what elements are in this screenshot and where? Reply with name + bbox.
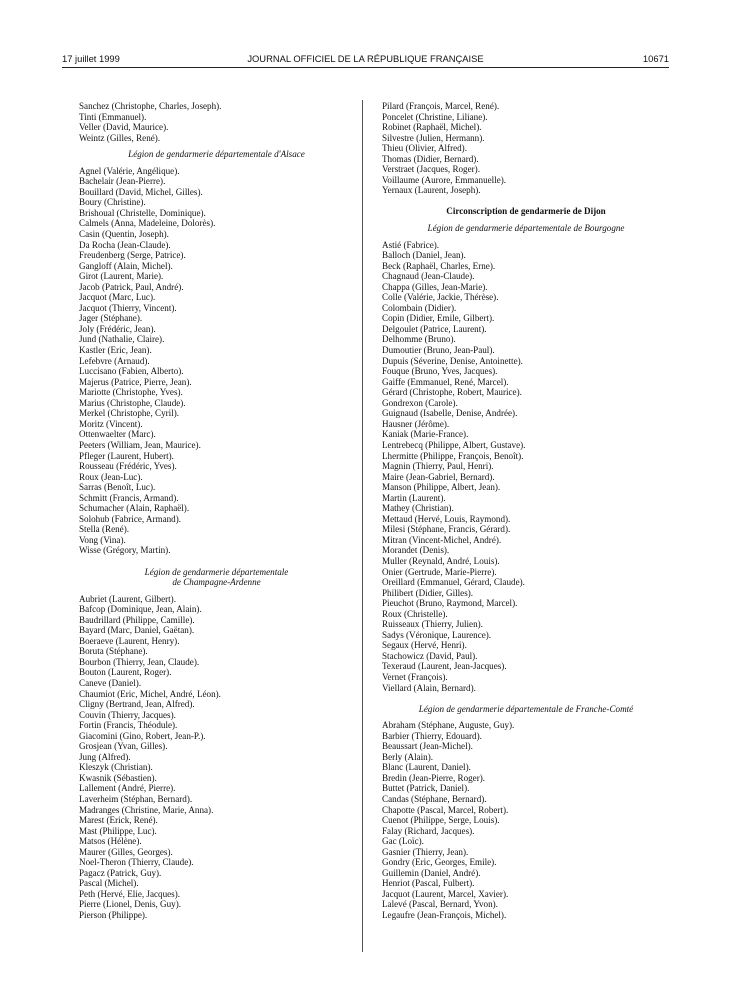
list-item: Jund (Nathalie, Claire). bbox=[79, 334, 165, 345]
list-item: Mitran (Vincent-Michel, André). bbox=[382, 534, 502, 545]
list-item: Pagacz (Patrick, Guy). bbox=[79, 867, 162, 878]
list-item: Fouque (Bruno, Yves, Jacques). bbox=[382, 366, 498, 377]
list-item: Giacomini (Gino, Robert, Jean-P.). bbox=[79, 730, 206, 741]
champagne-list bbox=[79, 594, 354, 921]
list-item: Chapotte (Pascal, Marcel, Robert). bbox=[382, 804, 509, 815]
list-item: Gangloff (Alain, Michel). bbox=[79, 260, 173, 271]
list-item: Laverheim (Stéphan, Bernard). bbox=[79, 794, 193, 804]
list-item: Oreillard (Emmanuel, Gérard, Claude). bbox=[382, 577, 525, 588]
list-item: Sarras (Benoît, Luc). bbox=[79, 482, 156, 493]
list-item: Maire (Jean-Gabriel, Bernard). bbox=[382, 471, 495, 482]
list-item: Hausner (Jérôme). bbox=[382, 418, 450, 429]
list-item: Pierre (Lionel, Denis, Guy). bbox=[79, 899, 182, 910]
list-item: Poncelet (Christine, Liliane). bbox=[382, 111, 488, 122]
list-item: Chaumiot (Eric, Michel, André, Léon). bbox=[79, 688, 221, 699]
list-item: Peeters (William, Jean, Maurice). bbox=[79, 439, 201, 450]
list-item: Solohub (Fabrice, Armand). bbox=[79, 513, 182, 524]
list-item: Henriot (Pascal, Fulbert). bbox=[382, 878, 475, 889]
section-title-alsace: Légion de gendarmerie départementale d'Alsace bbox=[128, 149, 305, 160]
list-item: Jung (Alfred). bbox=[79, 751, 131, 762]
list-item: Veller (David, Maurice). bbox=[79, 122, 169, 133]
list-item: Da Rocha (Jean-Claude). bbox=[79, 239, 171, 250]
list-item: Gaiffe (Emmanuel, René, Marcel). bbox=[382, 376, 509, 387]
list-item: Roux (Jean-Luc). bbox=[79, 471, 143, 482]
header-rule bbox=[62, 67, 669, 68]
alsace-list bbox=[79, 166, 354, 556]
list-item: Mettaud (Hervé, Louis, Raymond). bbox=[382, 513, 511, 524]
list-item: Astié (Fabrice). bbox=[382, 239, 440, 250]
list-item: Bredin (Jean-Pierre, Roger). bbox=[382, 772, 486, 783]
list-item: Vong (Vina). bbox=[79, 534, 126, 545]
list-item: Delhomme (Bruno). bbox=[382, 334, 456, 345]
list-item: Gasnier (Thierry, Jean). bbox=[382, 846, 469, 857]
list-item: Thomas (Didier, Bernard). bbox=[382, 153, 479, 164]
list-item: Schumacher (Alain, Raphaël). bbox=[79, 503, 190, 514]
list-item: Milesi (Stéphane, Francis, Gérard). bbox=[382, 524, 511, 535]
list-item: Delgoulet (Patrice, Laurent). bbox=[382, 323, 487, 334]
list-item: Marius (Christophe, Claude). bbox=[79, 397, 186, 408]
list-item: Lefebvre (Arnaud). bbox=[79, 355, 150, 366]
list-item: Brishoual (Christelle, Dominique). bbox=[79, 207, 206, 218]
list-item: Casin (Quentin, Joseph). bbox=[79, 229, 169, 240]
list-item: Bourbon (Thierry, Jean, Claude). bbox=[79, 656, 200, 667]
list-item: Bachelair (Jean-Pierre). bbox=[79, 176, 166, 187]
section-title-bourgogne: Légion de gendarmerie départementale de Bourgogne bbox=[427, 223, 625, 234]
list-item: Silvestre (Julien, Hermann). bbox=[382, 132, 485, 143]
list-item: Joly (Frédéric, Jean). bbox=[79, 323, 156, 334]
list-item: Ottenwaelter (Marc). bbox=[79, 429, 156, 440]
list-item: Morandet (Denis). bbox=[382, 545, 450, 556]
franche-comte-list bbox=[382, 720, 670, 920]
list-item: Magnin (Thierry, Paul, Henri). bbox=[382, 461, 494, 472]
list-item: Robinet (Raphaël, Michel). bbox=[382, 122, 482, 133]
list-item: Calmels (Anna, Madeleine, Dolorès). bbox=[79, 218, 216, 229]
list-item: Bayard (Marc, Daniel, Gaëtan). bbox=[79, 625, 195, 636]
list-item: Fortin (Francis, Théodule). bbox=[79, 720, 178, 731]
list-item: Moritz (Vincent). bbox=[79, 418, 143, 429]
list-item: Boeraeve (Laurent, Henry). bbox=[79, 635, 180, 646]
list-item: Noel-Theron (Thierry, Claude). bbox=[79, 857, 194, 868]
list-item: Guignaud (Isabelle, Denise, Andrée). bbox=[382, 408, 518, 419]
column-divider bbox=[362, 100, 363, 952]
list-item: Majerus (Patrice, Pierre, Jean). bbox=[79, 376, 192, 387]
list-item: Lhermitte (Philippe, François, Benoît). bbox=[382, 450, 524, 461]
header-page-number: 10671 bbox=[642, 53, 669, 64]
list-item: Weintz (Gilles, René). bbox=[79, 132, 161, 143]
list-item: Pilard (François, Marcel, René). bbox=[382, 101, 500, 111]
list-item: Sadys (Véronique, Laurence). bbox=[382, 629, 492, 640]
list-item: Roux (Christelle). bbox=[382, 608, 448, 619]
list-item: Texeraud (Laurent, Jean-Jacques). bbox=[382, 661, 507, 672]
list-item: Manson (Philippe, Albert, Jean). bbox=[382, 482, 501, 493]
list-item: Boruta (Stéphane). bbox=[79, 646, 148, 657]
list-item: Legaufre (Jean-François, Michel). bbox=[382, 910, 507, 921]
list-item: Jager (Stéphane). bbox=[79, 313, 143, 324]
list-item: Caneve (Daniel). bbox=[79, 677, 142, 688]
list-item: Freudenberg (Serge, Patrice). bbox=[79, 250, 186, 261]
list-item: Beck (Raphaël, Charles, Erne). bbox=[382, 260, 496, 271]
list-item: Stella (René). bbox=[79, 524, 129, 535]
page-header bbox=[0, 53, 731, 67]
list-item: Jacob (Patrick, Paul, André). bbox=[79, 281, 184, 292]
right-column bbox=[382, 101, 670, 921]
list-item: Matsos (Hélène). bbox=[79, 836, 142, 847]
list-item: Pierson (Philippe). bbox=[79, 910, 148, 921]
circonscription-title: Circonscription de gendarmerie de Dijon bbox=[446, 206, 606, 217]
list-item: Viellard (Alain, Bernard). bbox=[382, 682, 476, 693]
list-item: Boury (Christine). bbox=[79, 197, 146, 208]
list-item: Kleszyk (Christian). bbox=[79, 762, 153, 773]
list-item: Abraham (Stéphane, Auguste, Guy). bbox=[382, 720, 515, 731]
list-item: Aubriet (Laurent, Gilbert). bbox=[79, 593, 176, 604]
list-item: Luccisano (Fabien, Alberto). bbox=[79, 366, 184, 377]
list-item: Martin (Laurent). bbox=[382, 492, 446, 503]
list-item: Lallement (André, Pierre). bbox=[79, 783, 176, 794]
list-item: Sanchez (Christophe, Charles, Joseph). bbox=[79, 101, 222, 111]
list-item: Jacquot (Marc, Luc). bbox=[79, 292, 156, 303]
list-item: Bouillard (David, Michel, Gilles). bbox=[79, 186, 203, 197]
list-item: Beaussart (Jean-Michel). bbox=[382, 741, 473, 752]
list-item: Berly (Alain). bbox=[382, 751, 434, 762]
list-item: Tinti (Emmanuel). bbox=[79, 111, 147, 122]
list-item: Kwasnik (Sébastien). bbox=[79, 772, 157, 783]
list-item: Wisse (Grégory, Martin). bbox=[79, 545, 171, 556]
list-item: Chappa (Gilles, Jean-Marie). bbox=[382, 281, 488, 292]
section-title-franche-comte: Légion de gendarmerie départementale de Franche-Comté bbox=[418, 703, 634, 714]
list-item: Falay (Richard, Jacques). bbox=[382, 825, 475, 836]
section-title-champagne-line2: de Champagne-Ardenne bbox=[172, 577, 261, 588]
list-item: Couvin (Thierry, Jacques). bbox=[79, 709, 176, 720]
list-item: Kastler (Eric, Jean). bbox=[79, 345, 152, 356]
list-item: Bouton (Laurent, Roger). bbox=[79, 667, 172, 678]
list-item: Maurer (Gilles, Georges). bbox=[79, 846, 173, 857]
list-item: Girot (Laurent, Marie). bbox=[79, 271, 164, 282]
list-item: Blanc (Laurent, Daniel). bbox=[382, 762, 471, 773]
left-intro-list bbox=[79, 101, 354, 143]
list-item: Pascal (Michel). bbox=[79, 878, 139, 889]
list-item: Gondrexon (Carole). bbox=[382, 397, 458, 408]
left-column bbox=[79, 101, 354, 921]
list-item: Dumoutier (Bruno, Jean-Paul). bbox=[382, 345, 495, 356]
list-item: Balloch (Daniel, Jean). bbox=[382, 250, 466, 261]
list-item: Mathey (Christian). bbox=[382, 503, 454, 514]
list-item: Cuenot (Philippe, Serge, Louis). bbox=[382, 815, 500, 826]
list-item: Gondry (Eric, Georges, Emile). bbox=[382, 857, 497, 868]
list-item: Peth (Hervé, Elie, Jacques). bbox=[79, 888, 181, 899]
list-item: Gac (Loïc). bbox=[382, 836, 424, 847]
bourgogne-list bbox=[382, 240, 670, 694]
list-item: Cligny (Bertrand, Jean, Alfred). bbox=[79, 699, 195, 710]
list-item: Grosjean (Yvan, Gilles). bbox=[79, 741, 168, 752]
list-item: Segaux (Hervé, Henri). bbox=[382, 640, 467, 651]
list-item: Schmitt (Francis, Armand). bbox=[79, 492, 179, 503]
list-item: Muller (Reynald, André, Louis). bbox=[382, 555, 500, 566]
list-item: Guillemin (Daniel, André). bbox=[382, 867, 481, 878]
list-item: Mast (Philippe, Luc). bbox=[79, 825, 157, 836]
list-item: Verstraet (Jacques, Roger). bbox=[382, 164, 480, 175]
list-item: Onier (Gertrude, Marie-Pierre). bbox=[382, 566, 497, 577]
list-item: Philibert (Didier, Gilles). bbox=[382, 587, 474, 598]
list-item: Candas (Stéphane, Bernard). bbox=[382, 794, 487, 804]
list-item: Colombain (Didier). bbox=[382, 302, 457, 313]
list-item: Pieuchot (Bruno, Raymond, Marcel). bbox=[382, 598, 518, 609]
list-item: Merkel (Christophe, Cyril). bbox=[79, 408, 180, 419]
list-item: Ruisseaux (Thierry, Julien). bbox=[382, 619, 483, 630]
list-item: Copin (Didier, Emile, Gilbert). bbox=[382, 313, 495, 324]
list-item: Kaniak (Marie-France). bbox=[382, 429, 469, 440]
list-item: Buttet (Patrick, Daniel). bbox=[382, 783, 470, 794]
list-item: Colle (Valérie, Jackie, Thérèse). bbox=[382, 292, 499, 303]
list-item: Agnel (Valérie, Angélique). bbox=[79, 165, 180, 176]
list-item: Voillaume (Aurore, Emmanuelle). bbox=[382, 174, 507, 185]
list-item: Yernaux (Laurent, Joseph). bbox=[382, 185, 481, 196]
list-item: Marest (Erick, René). bbox=[79, 815, 158, 826]
list-item: Mariotte (Christophe, Yves). bbox=[79, 387, 183, 398]
section-title-champagne-line1: Légion de gendarmerie départementale bbox=[144, 566, 289, 577]
list-item: Lentrebecq (Philippe, Albert, Gustave). bbox=[382, 439, 526, 450]
list-item: Rousseau (Frédéric, Yves). bbox=[79, 461, 177, 472]
list-item: Stachowicz (David, Paul). bbox=[382, 650, 478, 661]
list-item: Bafcop (Dominique, Jean, Alain). bbox=[79, 604, 202, 615]
list-item: Thieu (Olivier, Alfred). bbox=[382, 143, 467, 154]
list-item: Jacquot (Thierry, Vincent). bbox=[79, 302, 177, 313]
list-item: Chagnaud (Jean-Claude). bbox=[382, 271, 475, 282]
header-date: 17 juillet 1999 bbox=[62, 53, 120, 64]
list-item: Barbier (Thierry, Edouard). bbox=[382, 730, 482, 741]
list-item: Madranges (Christine, Marie, Anna). bbox=[79, 804, 214, 815]
list-item: Pfleger (Laurent, Hubert). bbox=[79, 450, 174, 461]
header-title: JOURNAL OFFICIEL DE LA RÉPUBLIQUE FRANÇAISE bbox=[247, 53, 484, 64]
list-item: Vernet (François). bbox=[382, 671, 448, 682]
list-item: Gérard (Christophe, Robert, Maurice). bbox=[382, 387, 522, 398]
list-item: Dupuis (Séverine, Denise, Antoinette). bbox=[382, 355, 523, 366]
right-intro-list bbox=[382, 101, 670, 196]
list-item: Baudrillard (Philippe, Camille). bbox=[79, 614, 195, 625]
list-item: Jacquot (Laurent, Marcel, Xavier). bbox=[382, 888, 509, 899]
list-item: Lalevé (Pascal, Bernard, Yvon). bbox=[382, 899, 498, 910]
